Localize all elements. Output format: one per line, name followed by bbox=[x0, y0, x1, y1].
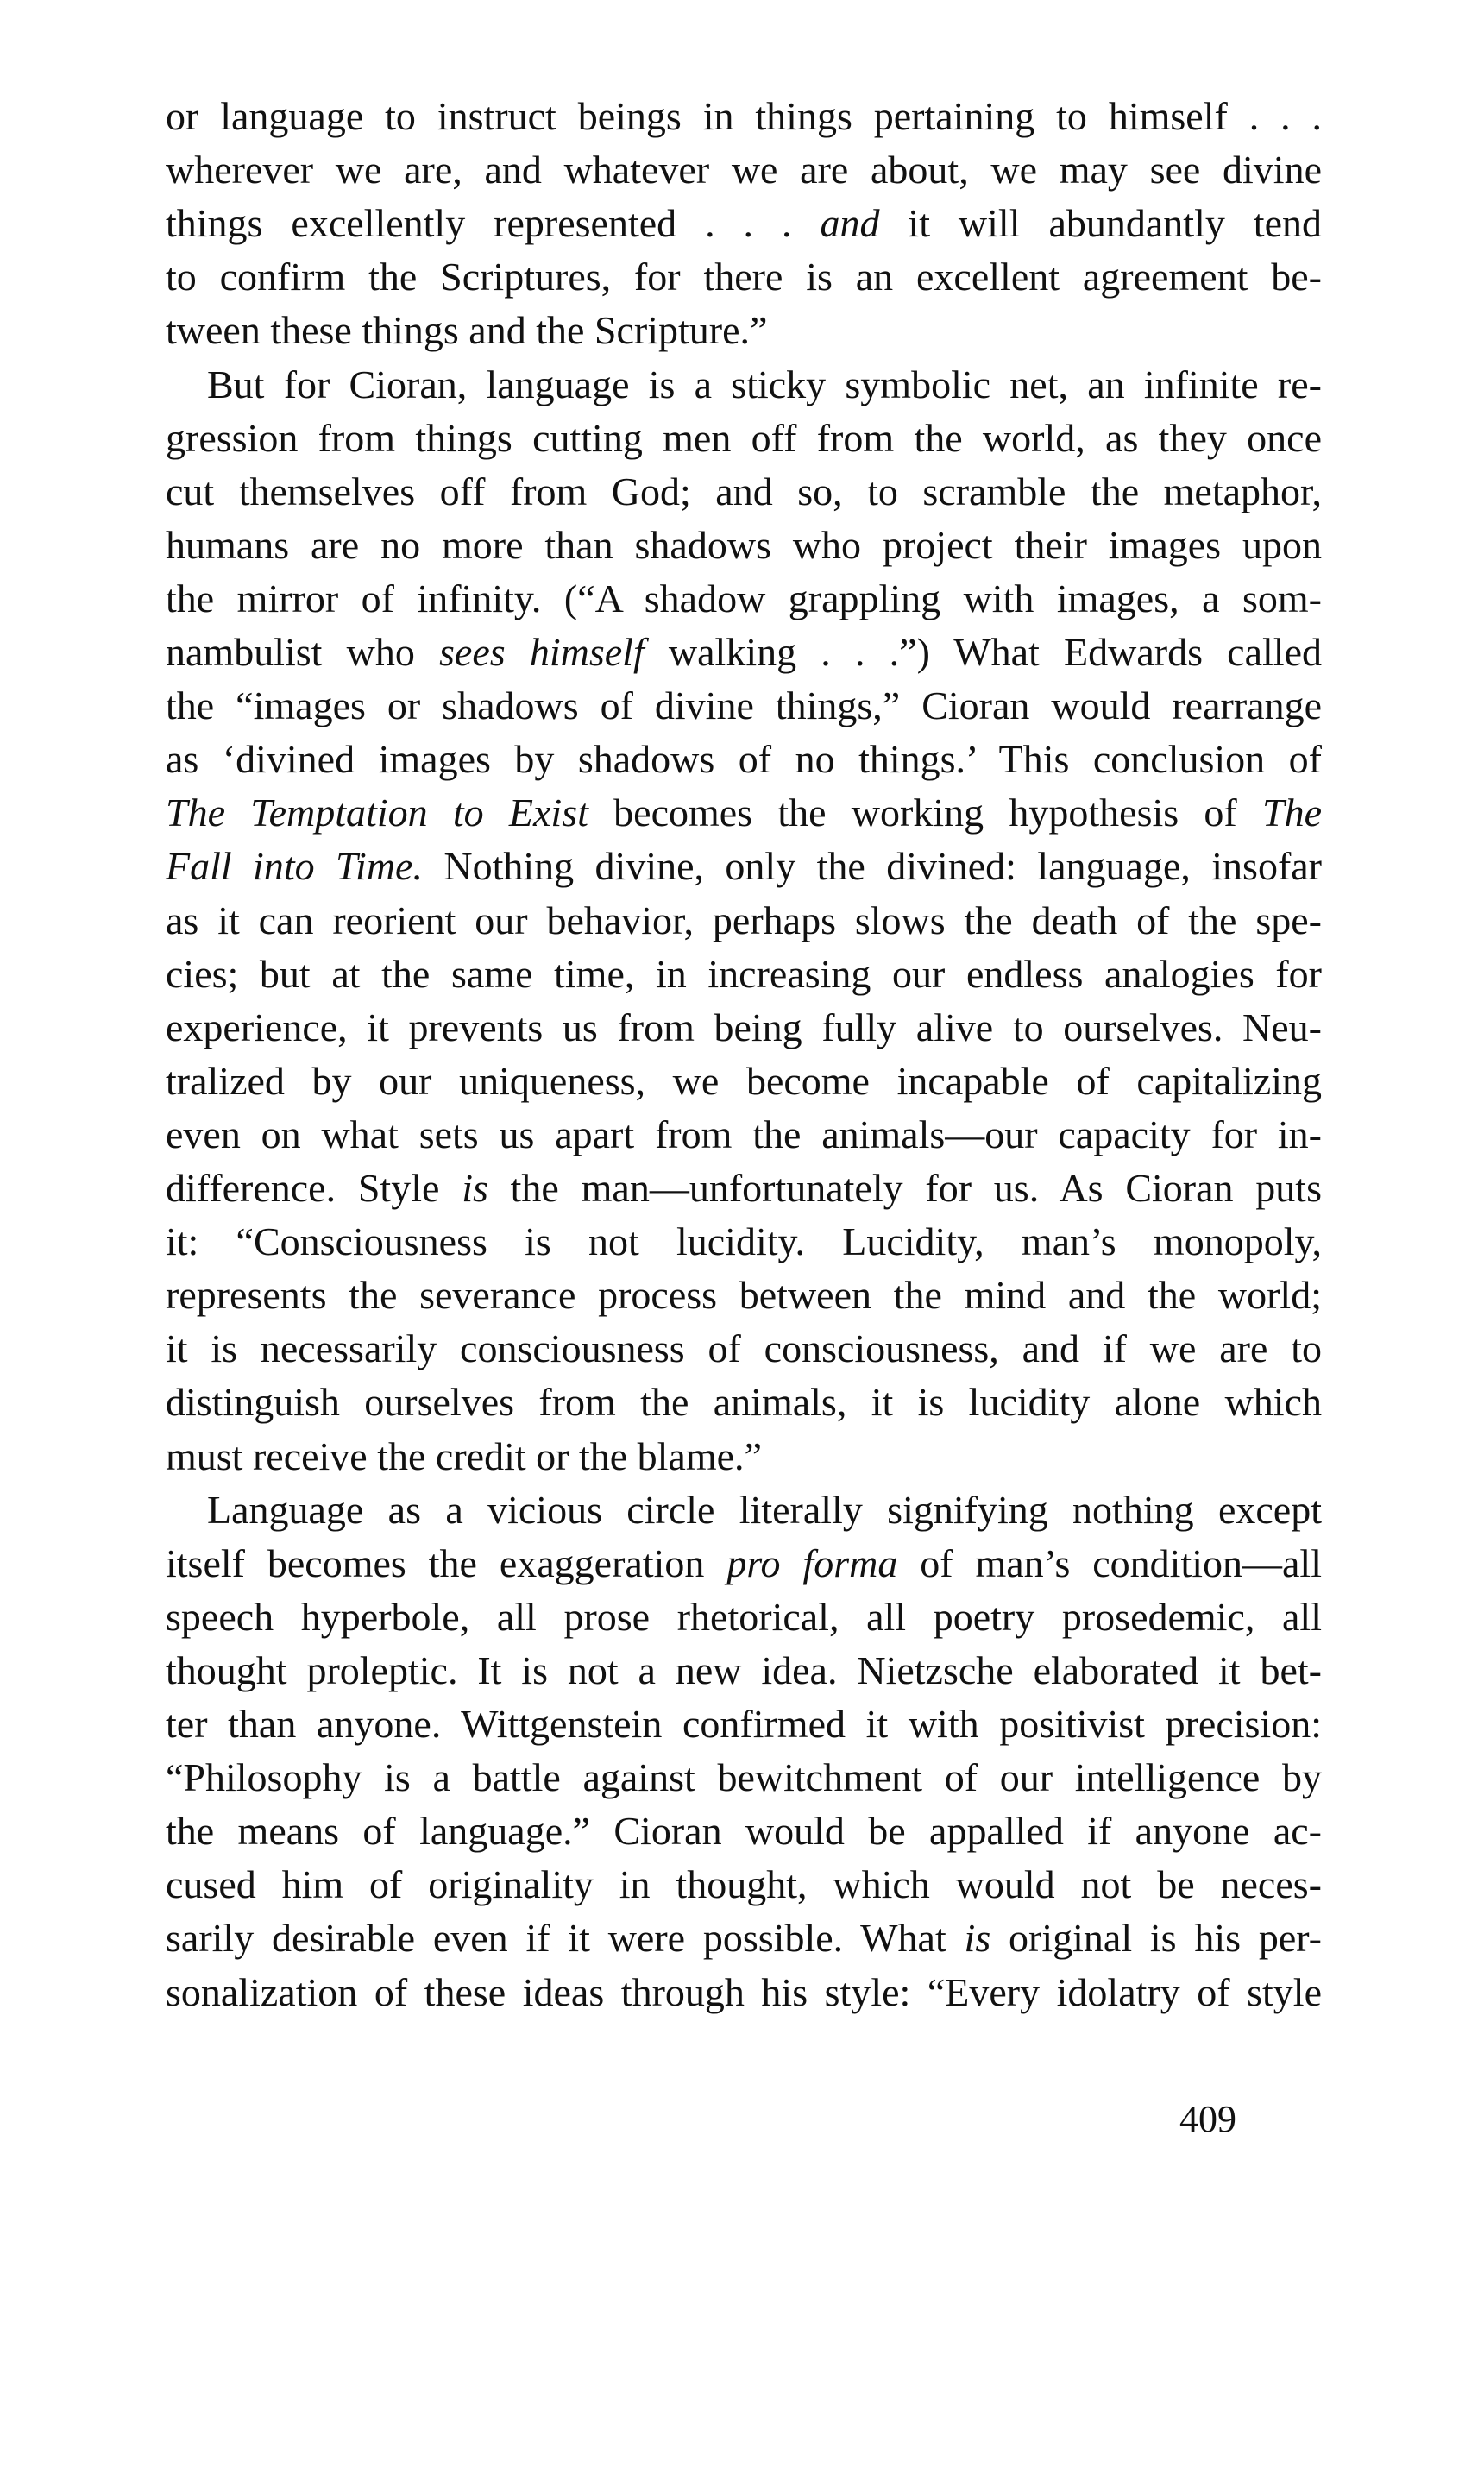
text-line bbox=[166, 250, 1322, 304]
text-run: “Philosophy is a battle against bewitchment of our intelligence by bbox=[166, 1755, 1322, 1800]
text-run: sonalization of these ideas through his style: “Every idolatry of style bbox=[166, 1969, 1322, 2014]
text-line bbox=[166, 626, 1322, 679]
text-line bbox=[166, 1590, 1322, 1644]
italic-text: is bbox=[964, 1916, 991, 1961]
text-line bbox=[166, 90, 1322, 143]
italic-text: sees himself bbox=[439, 630, 645, 674]
text-run: the “images or shadows of divine things,” Cioran would rearrange bbox=[166, 683, 1322, 728]
text-run: sarily desirable even if it were possible. What bbox=[166, 1916, 965, 1961]
text-run: things excellently represented . . . bbox=[166, 201, 821, 246]
text-run: the man—unfortunately for us. As Cioran puts bbox=[487, 1166, 1322, 1210]
text-run: distinguish ourselves from the animals, it is lucidity alone which bbox=[166, 1380, 1322, 1425]
text-line bbox=[166, 465, 1322, 519]
text-line bbox=[166, 143, 1322, 197]
text-line bbox=[166, 1269, 1322, 1322]
text-run: of man’s condition—all bbox=[897, 1540, 1322, 1585]
italic-text: The bbox=[1262, 790, 1322, 835]
text-run: Language as a vicious circle literally signifying nothing except bbox=[207, 1487, 1322, 1532]
text-run: tween these things and the Scripture.” bbox=[166, 308, 768, 353]
text-line bbox=[166, 948, 1322, 1001]
text-run: cies; but at the same time, in increasing our endless analogies for bbox=[166, 951, 1322, 996]
text-run: difference. Style bbox=[166, 1166, 462, 1210]
text-run: thought proleptic. It is not a new idea. Nietzsche elaborated it bet- bbox=[166, 1647, 1322, 1692]
text-run: walking . . .”) What Edwards called bbox=[644, 630, 1322, 674]
italic-text: The Temptation to Exist bbox=[166, 790, 588, 835]
text-line bbox=[166, 412, 1322, 465]
text-run: represents the severance process between the mind and the world; bbox=[166, 1273, 1322, 1318]
text-line bbox=[166, 1644, 1322, 1697]
text-line bbox=[166, 1805, 1322, 1858]
text-line bbox=[166, 1162, 1322, 1215]
italic-text: Fall into Time. bbox=[166, 844, 423, 889]
text-line bbox=[166, 1430, 1322, 1483]
text-run: it: “Consciousness is not lucidity. Lucidity, man’s monopoly, bbox=[166, 1219, 1322, 1264]
text-line bbox=[166, 1055, 1322, 1108]
text-line bbox=[166, 197, 1322, 250]
text-run: But for Cioran, language is a sticky symbolic net, an infinite re- bbox=[207, 362, 1322, 406]
text-line bbox=[166, 1751, 1322, 1805]
text-run: the means of language.” Cioran would be appalled if anyone ac- bbox=[166, 1809, 1322, 1854]
italic-text: is bbox=[462, 1166, 488, 1210]
text-line bbox=[166, 1966, 1322, 2019]
text-line bbox=[166, 304, 1322, 357]
text-line bbox=[166, 679, 1322, 733]
text-line bbox=[166, 1912, 1322, 1965]
text-line bbox=[166, 733, 1322, 786]
text-line bbox=[207, 358, 1322, 412]
italic-text: and bbox=[820, 201, 880, 246]
text-line bbox=[166, 1376, 1322, 1429]
italic-text: pro forma bbox=[726, 1540, 898, 1585]
text-run: ter than anyone. Wittgenstein confirmed it with positivist precision: bbox=[166, 1702, 1322, 1746]
text-line bbox=[166, 1858, 1322, 1912]
text-run: speech hyperbole, all prose rhetorical, all poetry prosedemic, all bbox=[166, 1594, 1322, 1639]
text-run: or language to instruct beings in things pertaining to himself . . . bbox=[166, 94, 1322, 138]
text-run: it is necessarily consciousness of consciousness, and if we are to bbox=[166, 1326, 1322, 1371]
text-run: as it can reorient our behavior, perhaps slows the death of the spe- bbox=[166, 898, 1322, 942]
text-line bbox=[166, 1697, 1322, 1751]
text-line bbox=[166, 1537, 1322, 1590]
text-line bbox=[166, 1001, 1322, 1055]
text-run: even on what sets us apart from the animals—our capacity for in- bbox=[166, 1112, 1322, 1156]
text-line bbox=[166, 786, 1322, 840]
text-run: to confirm the Scriptures, for there is an excellent agreement be- bbox=[166, 255, 1322, 299]
text-run: Nothing divine, only the divined: language, insofar bbox=[422, 844, 1323, 889]
text-run: cused him of originality in thought, which would not be neces- bbox=[166, 1862, 1322, 1907]
text-line bbox=[207, 1483, 1322, 1537]
text-line bbox=[166, 1322, 1322, 1376]
text-run: cut themselves off from God; and so, to scramble the metaphor, bbox=[166, 469, 1322, 513]
text-run: experience, it prevents us from being fully alive to ourselves. Neu- bbox=[166, 1005, 1322, 1049]
text-run: must receive the credit or the blame.” bbox=[166, 1433, 762, 1478]
text-run: original is his per- bbox=[990, 1916, 1322, 1961]
page-number: 409 bbox=[1179, 2098, 1236, 2140]
text-line bbox=[166, 1215, 1322, 1269]
text-run: it will abundantly tend bbox=[879, 201, 1322, 246]
text-run: becomes the working hypothesis of bbox=[588, 790, 1262, 835]
text-run: humans are no more than shadows who project their images upon bbox=[166, 522, 1322, 567]
text-line bbox=[166, 1108, 1322, 1162]
text-line bbox=[166, 519, 1322, 572]
text-run: wherever we are, and whatever we are about, we may see divine bbox=[166, 148, 1322, 192]
text-run: gression from things cutting men off from the world, as they once bbox=[166, 415, 1322, 460]
text-run: nambulist who bbox=[166, 630, 440, 674]
text-line bbox=[166, 894, 1322, 948]
text-line bbox=[166, 572, 1322, 626]
text-run: the mirror of infinity. (“A shadow grappling with images, a som- bbox=[166, 576, 1322, 620]
text-run: as ‘divined images by shadows of no things.’ This conclusion of bbox=[166, 737, 1322, 782]
text-line bbox=[166, 840, 1322, 893]
text-run: tralized by our uniqueness, we become incapable of capitalizing bbox=[166, 1058, 1322, 1103]
text-run: itself becomes the exaggeration bbox=[166, 1540, 727, 1585]
